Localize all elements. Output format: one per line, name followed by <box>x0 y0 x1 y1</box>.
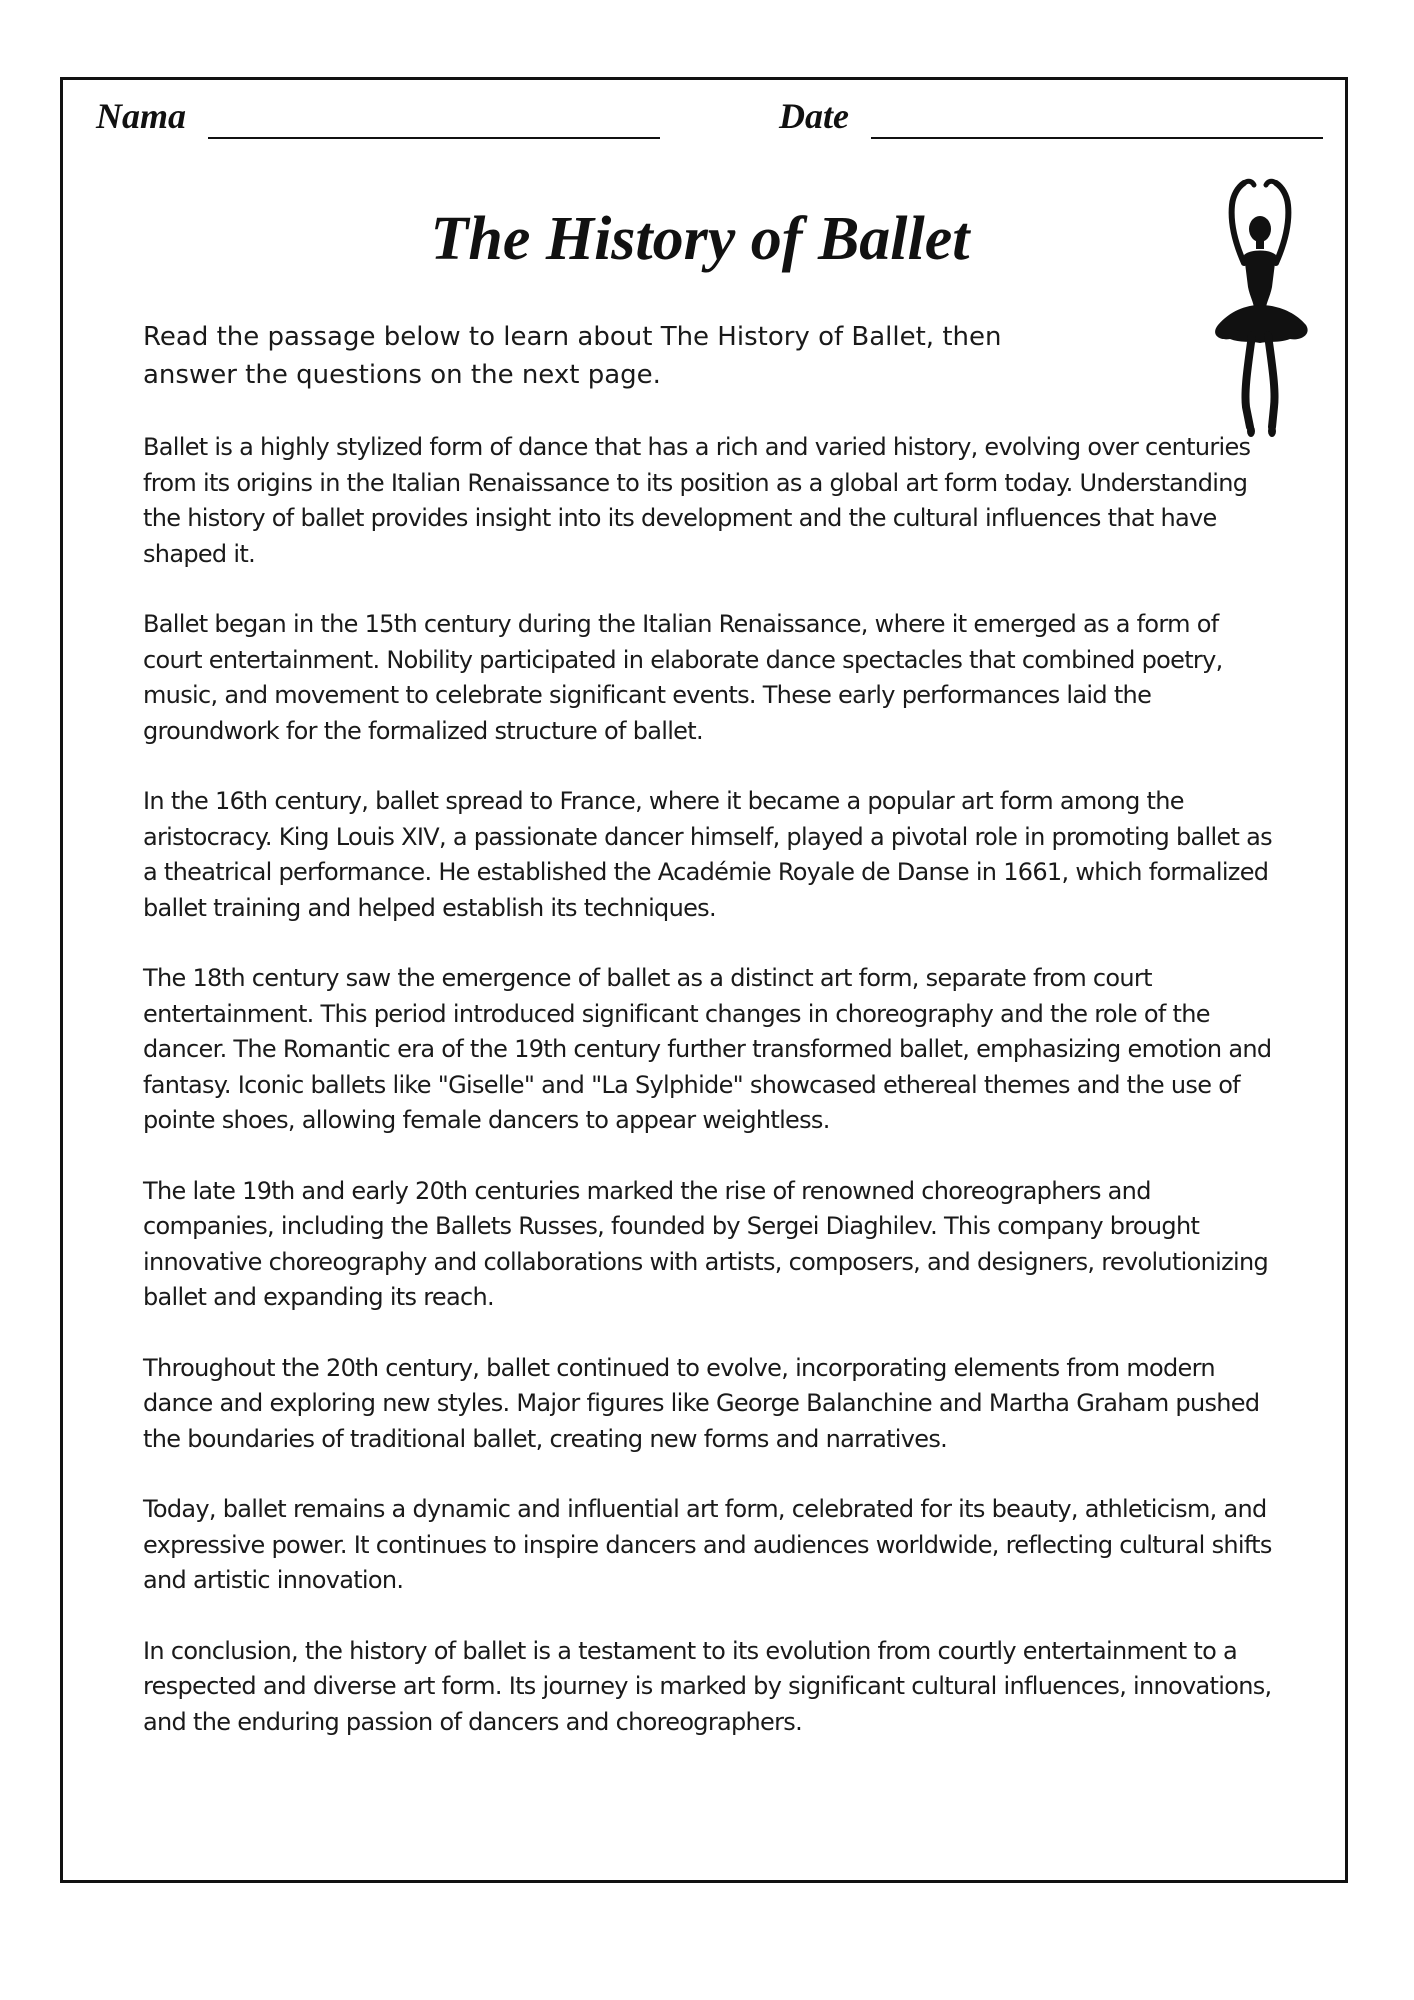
passage-paragraph: Ballet began in the 15th century during the Italian Renaissance, where it emerged as a form of court entertainment. Nobility participated in elaborate dance spectacles that combined poetry, music, and movement to celebrate significant events. These early performances laid the groundwork for the formalized structure of ballet. <box>143 610 1223 745</box>
passage-paragraph: In the 16th century, ballet spread to France, where it became a popular art form among the aristocracy. King Louis XIV, a passionate dancer himself, played a pivotal role in promoting ballet as a theatrical performance. He established the Académie Royale de Danse in 1661, which formalized ballet training and helped establish its techniques. <box>143 787 1272 922</box>
passage-paragraph: Ballet is a highly stylized form of dance that has a rich and varied history, evolving over centuries from its origins in the Italian Renaissance to its position as a global art form today. Understanding the history of ballet provides insight into its development and the cultural influences that have shaped it. <box>143 433 1251 568</box>
name-label: Nama <box>96 96 186 136</box>
date-field[interactable] <box>871 137 1323 139</box>
name-field[interactable] <box>208 137 660 139</box>
passage-paragraph: Throughout the 20th century, ballet continued to evolve, incorporating elements from modern dance and exploring new styles. Major figures like George Balanchine and Martha Graham pushed the boundaries of traditional ballet, creating new forms and narratives. <box>143 1353 1260 1453</box>
page-title: The History of Ballet <box>430 205 970 273</box>
date-label: Date <box>779 96 849 136</box>
passage-paragraph: Today, ballet remains a dynamic and influential art form, celebrated for its beauty, athleticism, and expressive power. It continues to inspire dancers and audiences worldwide, reflecting cultural shifts and artistic innovation. <box>143 1495 1272 1594</box>
ballerina-silhouette-icon <box>1200 175 1320 440</box>
passage-paragraph: The 18th century saw the emergence of ballet as a distinct art form, separate from court entertainment. This period introduced significant changes in choreography and the role of the dancer. The Romantic era of the 19th century further transformed ballet, emphasizing emotion and fantasy. Iconic ballets like "Giselle" and "La Sylphide" showcased ethereal themes and the use of pointe shoes, allowing female dancers to appear weightless. <box>143 964 1272 1134</box>
passage-paragraph: In conclusion, the history of ballet is a testament to its evolution from courtly entertainment to a respected and diverse art form. Its journey is marked by significant cultural influences, innovations, and the enduring passion of dancers and choreographers. <box>143 1636 1272 1736</box>
passage-paragraph: The late 19th and early 20th centuries marked the rise of renowned choreographers and companies, including the Ballets Russes, founded by Sergei Diaghilev. This company brought innovative choreography and collaborations with artists, composers, and designers, revolutionizing ballet and expanding its reach. <box>143 1176 1268 1311</box>
instructions: Read the passage below to learn about The History of Ballet, then answer the questions on the next page. <box>143 322 1002 390</box>
reading-passage <box>143 430 1273 1775</box>
